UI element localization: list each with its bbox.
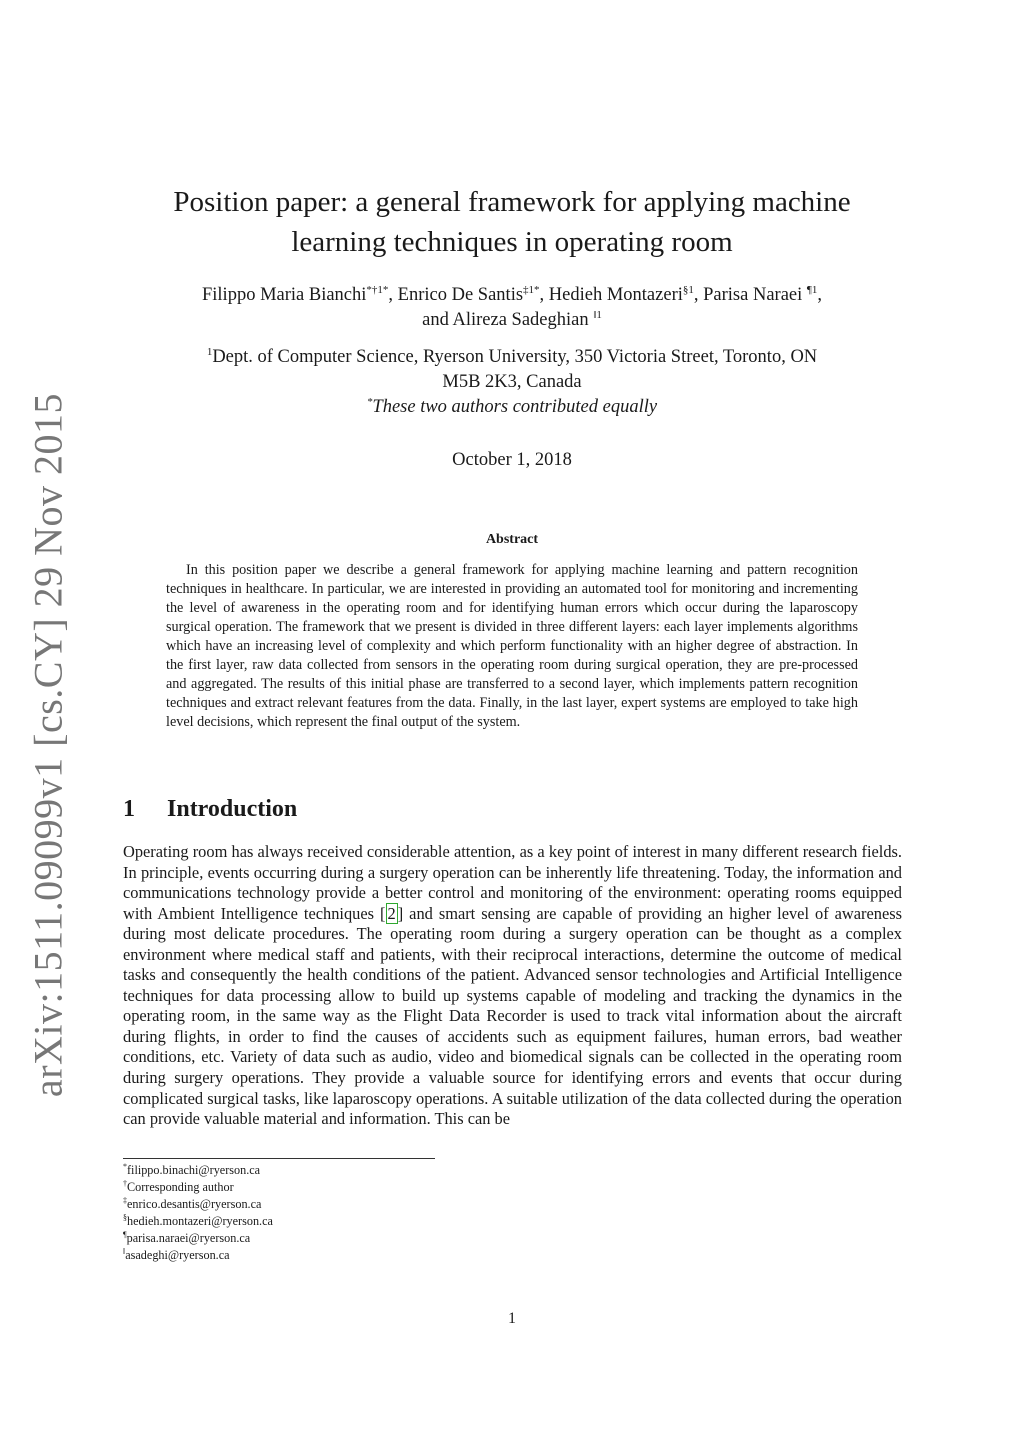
- paper-title: [120, 182, 904, 262]
- title-line-2: learning techniques in operating room: [291, 226, 733, 258]
- footnote-mark: ‡: [123, 1195, 127, 1205]
- author-line-1: [120, 283, 904, 308]
- footnote-mark: ¶: [123, 1229, 127, 1239]
- footnote: [123, 1196, 273, 1213]
- section-title: Introduction: [167, 796, 298, 822]
- paper-date: October 1, 2018: [452, 450, 572, 470]
- footnote-text: asadeghi@ryerson.ca: [125, 1248, 230, 1262]
- author-separator: ,: [817, 285, 822, 305]
- footnote: [123, 1162, 273, 1179]
- title-line-1: Position paper: a general framework for applying machine: [173, 186, 851, 218]
- arxiv-identifier: arXiv:1511.09099v1 [cs.CY] 29 Nov 2015: [25, 392, 71, 1098]
- author-name: , Enrico De Santis: [388, 285, 524, 305]
- footnote-rule: [123, 1158, 435, 1159]
- footnotes: [123, 1162, 273, 1264]
- footnote-mark: §: [123, 1212, 127, 1222]
- author-list: [120, 283, 904, 333]
- author-name: Filippo Maria Bianchi: [201, 285, 367, 305]
- section-number: 1: [123, 796, 135, 822]
- introduction-paragraph: Operating room has always received considerable attention, as a key point of interest in many different research fields. In principle, events occurring during a surgery operation can be inherently life threatening. Today, the information and communications technology provide a better control and monitoring of the environment: operating rooms equipped with Ambient Intelligence techniques [ 2 ] and smart sensing are capable of providing an higher level of awareness during most delicate procedures. The operating room during a surgery operation can be thought as a complex environment where medical staff and patients, with their reciprocal interactions, determine the outcome of medical tasks and consequently the health conditions of the patient. Advanced sensor technologies and Artificial Intelligence techniques for data processing allow to build up systems capable of modeling and tracking the dynamics in the operating room, in the same way as the Flight Data Recorder is used to track vital information about the aircraft during flights, in order to find the causes of accidents such as equipment failures, human errors, bad weather conditions, etc. Variety of data such as audio, video and biomedical signals can be collected in the operating room during surgery operations. They provide a valuable source for identifying errors and events that occur during complicated surgical tasks, like laparoscopy operations. A suitable utilization of the data collected during the operation can provide valuable material and information. This can be: [123, 842, 902, 1129]
- affiliation-line-2: M5B 2K3, Canada: [442, 372, 582, 392]
- footnote-mark: †: [123, 1178, 127, 1188]
- affiliation-text: Dept. of Computer Science, Ryerson University, 350 Victoria Street, Toronto, ON: [212, 347, 818, 367]
- author-line-2: [120, 308, 904, 333]
- author-mark: ¶1: [806, 283, 818, 296]
- section-heading: [123, 796, 297, 823]
- author-mark: ‖1: [593, 308, 602, 321]
- author-name: and Alireza Sadeghian: [422, 310, 594, 330]
- affiliation: [120, 345, 904, 420]
- affiliation-line-1: [120, 345, 904, 370]
- intro-text-part-2: and smart sensing are capable of providing an higher level of awareness during most delicate procedures. The operating room during a surgery operation can be thought as a complex environment where medical staff and patients, with their reciprocal interactions, determine the outcome of medical tasks and consequently the health conditions of the patient. Advanced sensor technologies and Artificial Intelligence techniques for data processing allow to build up systems capable of modeling and tracking the dynamics in the operating room, in the same way as the Flight Data Recorder is used to track vital information about the aircraft during flights, in order to find the causes of accidents such as equipment failures, human errors, bad weather conditions, etc. Variety of data such as audio, video and biomedical signals can be collected in the operating room during surgery operations. They provide a valuable source for identifying errors and events that occur during complicated surgical tasks, like laparoscopy operations. A suitable utilization of the data collected during the operation can provide valuable material and information. This can be: [123, 903, 902, 1129]
- citation-link[interactable]: 2: [387, 903, 396, 923]
- footnote: [123, 1213, 273, 1230]
- author-mark: ‡1*: [523, 283, 540, 296]
- footnote-mark: ‖: [123, 1246, 126, 1256]
- author-mark: *†1*: [366, 283, 389, 296]
- author-mark: §1: [682, 283, 694, 296]
- footnote: [123, 1247, 273, 1264]
- note-text: These two authors contributed equally: [372, 397, 658, 417]
- page-number: 1: [508, 1310, 516, 1327]
- footnote: [123, 1179, 273, 1196]
- footnote-text: hedieh.montazeri@ryerson.ca: [127, 1214, 273, 1228]
- abstract-heading: Abstract: [485, 532, 539, 547]
- affiliation-mark: 1: [206, 345, 213, 358]
- footnote-mark: *: [123, 1161, 127, 1171]
- footnote-text: parisa.naraei@ryerson.ca: [126, 1231, 251, 1245]
- footnote-text: enrico.desantis@ryerson.ca: [127, 1197, 262, 1211]
- equal-contribution-note: [120, 395, 904, 420]
- intro-text-part-1: Operating room has always received considerable attention, as a key point of interest in many different research fields. In principle, events occurring during a surgery operation can be inherently life threatening. Today, the information and communications technology provide a better control and monitoring of the environment: operating rooms equipped with Ambient Intelligence techniques: [123, 842, 902, 923]
- footnote: [123, 1230, 273, 1247]
- footnote-text: Corresponding author: [127, 1180, 234, 1194]
- author-name: , Hedieh Montazeri: [539, 285, 683, 305]
- author-name: , Parisa Naraei: [693, 285, 807, 305]
- note-mark: *: [366, 395, 373, 408]
- abstract-text: In this position paper we describe a general framework for applying machine learning and pattern recognition techniques in healthcare. In particular, we are interested in providing an automated tool for monitoring and incrementing the level of awareness in the operating room and for identifying human errors which occur during the laparoscopy surgical operation. The framework that we present is divided in three different layers: each layer implements algorithms which have an increasing level of complexity and which perform functionality with an higher degree of abstraction. In the first layer, raw data collected from sensors in the operating room during surgical operation, they are pre-processed and aggregated. The results of this initial phase are transferred to a second layer, which implements pattern recognition techniques and extract relevant features from the data. Finally, in the last layer, expert systems are employed to take high level decisions, which represent the final output of the system.: [166, 562, 858, 730]
- footnote-text: filippo.binachi@ryerson.ca: [127, 1163, 261, 1177]
